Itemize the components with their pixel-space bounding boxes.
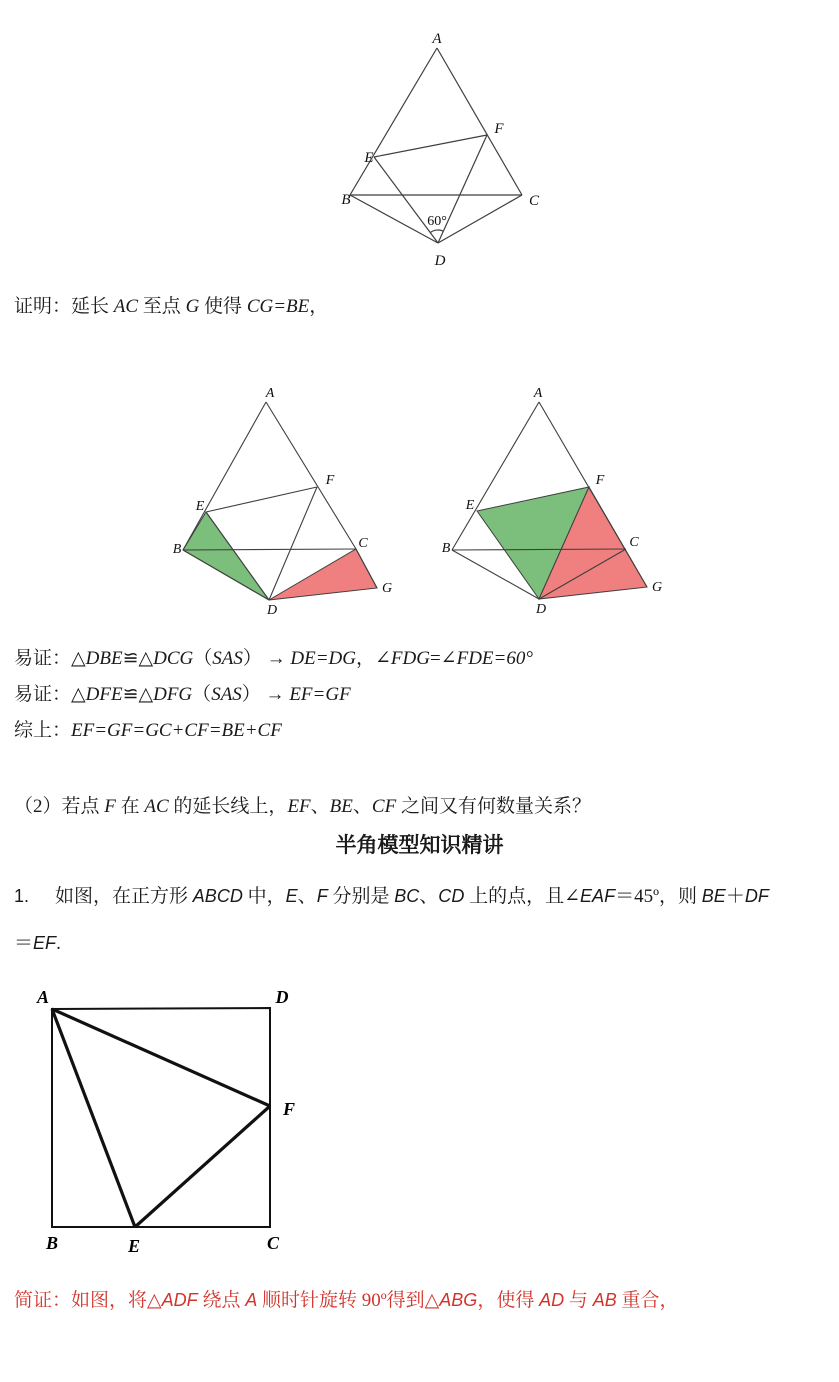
fig3-label-B: B — [441, 541, 451, 556]
item1-line1-text: 如图，在正方形 ABCD 中，E、F 分别是 BC、CD 上的点，且∠EAF＝45º，则 BE＋DF — [55, 886, 769, 907]
fig3-label-C: C — [629, 535, 639, 550]
fig2-label-B: B — [172, 542, 182, 557]
figure1-triangle-diagram — [330, 18, 560, 268]
proof-intro-line: 证明：延长 AC 至点 G 使得 CG=BE， — [14, 296, 329, 317]
fig3-label-E: E — [465, 498, 475, 513]
fig1-edge-AB — [350, 48, 437, 195]
sq-label-A: A — [36, 987, 50, 1007]
item1-line2: ＝EF. — [14, 933, 61, 954]
fig2-label-F: F — [325, 473, 335, 488]
fig1-label-C: C — [528, 193, 540, 209]
section-heading: 半角模型知识精讲 — [335, 833, 504, 857]
square-outline-ABCD — [52, 1008, 270, 1227]
fig1-edge-ED — [374, 157, 438, 243]
sq-label-E: E — [127, 1236, 141, 1256]
fig1-angle-arc — [430, 230, 443, 233]
proof-step-1: 易证：△DBE≌△DCG（SAS） → DE=DG，∠FDG=∠FDE=60° — [14, 648, 533, 669]
fig2-green-triangle-BED — [183, 512, 269, 600]
fig1-label-D: D — [434, 253, 446, 268]
fig3-label-A: A — [533, 386, 543, 401]
fig1-angle-value: 60° — [427, 214, 447, 229]
fig3-label-F: F — [595, 473, 605, 488]
sq-label-F: F — [282, 1099, 296, 1119]
fig2-label-G: G — [381, 581, 393, 596]
item1-number: 1. — [14, 886, 30, 906]
proof-step-2: 易证：△DFE≌△DFG（SAS） → EF=GF — [14, 684, 351, 705]
fig2-label-A: A — [265, 386, 275, 401]
sq-edge-EF — [135, 1106, 270, 1227]
fig3-label-D: D — [535, 602, 547, 617]
fig2-label-E: E — [195, 499, 205, 514]
square-figure-diagram — [35, 985, 315, 1265]
question-2-line: （2）若点 F 在 AC 的延长线上，EF、BE、CF 之间又有何数量关系？ — [14, 796, 591, 817]
fig1-edge-EF — [374, 135, 487, 157]
fig2-red-triangle-DCG — [269, 549, 377, 600]
fig1-label-A: A — [432, 31, 442, 47]
fig1-label-E: E — [364, 150, 374, 166]
fig2-edge-AC — [266, 402, 356, 549]
figure3-colored-diagram-right — [430, 385, 675, 620]
fig3-label-G: G — [651, 580, 663, 595]
fig1-edge-CD — [438, 195, 522, 243]
fig2-label-D: D — [266, 603, 278, 618]
proof-step-3: 综上：EF=GF=GC+CF=BE+CF — [14, 720, 282, 741]
fig2-label-C: C — [358, 536, 368, 551]
fig1-label-B: B — [341, 192, 351, 208]
item1-line1 — [14, 881, 769, 908]
fig2-edge-AB — [183, 402, 266, 550]
proof-steps — [14, 641, 533, 749]
fig1-edge-AC — [437, 48, 522, 195]
sq-label-B: B — [45, 1233, 59, 1253]
square-triangle-edges — [52, 1009, 270, 1227]
figure2-colored-diagram-left — [160, 385, 405, 620]
fig1-label-F: F — [494, 121, 504, 137]
red-proof-note: 简证：如图，将△ADF 绕点 A 顺时针旋转 90º得到△ABG，使得 AD 与 AB 重合， — [14, 1290, 679, 1311]
fig2-edge-EF — [206, 487, 317, 512]
fig1-edge-BD — [350, 195, 438, 243]
sq-label-C: C — [266, 1233, 280, 1253]
sq-label-D: D — [275, 987, 289, 1007]
